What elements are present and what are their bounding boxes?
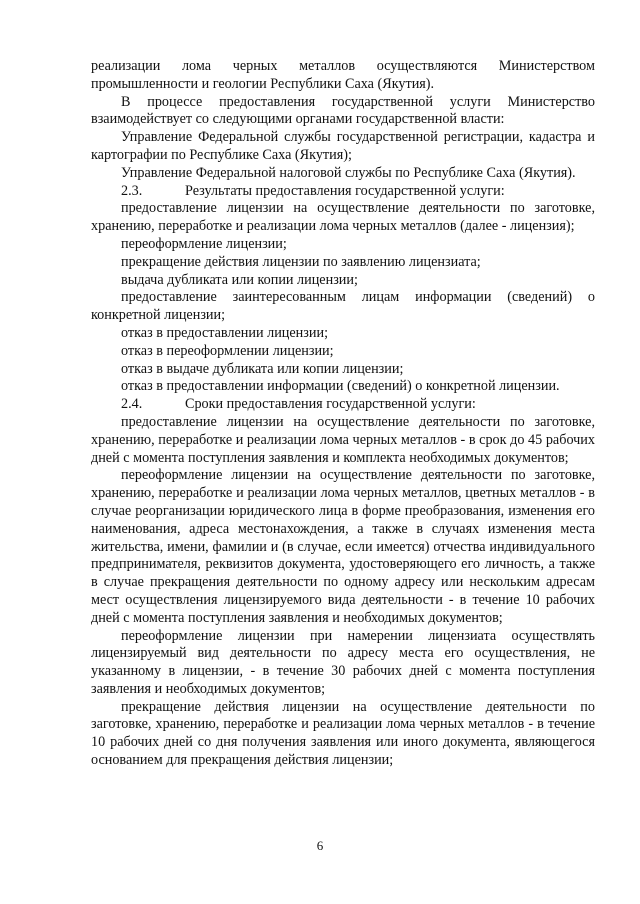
paragraph-16: предоставление лицензии на осуществление деятельности по заготовке, хранению, переработке и реализации лома черных металлов - в срок до 45 рабочих дней с момента поступления заявления и комплекта необходимых документов; [91,413,595,466]
section-number: 2.4. [121,396,143,413]
paragraph-12: отказ в переоформлении лицензии; [121,342,334,359]
section-2-3-heading [91,183,595,201]
section-2-4-heading [91,396,595,414]
paragraph-2: В процессе предоставления государственной услуги Министерство взаимодействует со следующими органами государственной власти: [91,93,595,128]
paragraph-19: прекращение действия лицензии на осуществление деятельности по заготовке, хранению, переработке и реализации лома черных металлов - в течение 10 рабочих дней со дня получения заявления или иного документа, являющегося основанием для прекращения действия лицензии; [91,698,595,769]
paragraph-1: реализации лома черных металлов осуществляются Министерством промышленности и геологии Республики Саха (Якутия). [91,58,595,92]
page-number: 6 [316,838,324,853]
paragraph-18: переоформление лицензии при намерении лицензиата осуществлять лицензируемый вид деятельности по адресу места его осуществления, не указанному в лицензии, - в течение 30 рабочих дней с момента поступления заявления и необходимых документов; [91,627,595,697]
paragraph-6: предоставление лицензии на осуществление деятельности по заготовке, хранению, переработке и реализации лома черных металлов (далее - лицензия); [91,200,595,235]
paragraph-17: переоформление лицензии на осуществление деятельности по заготовке, хранению, переработке и реализации лома черных металлов, цветных металлов - в случае реорганизации юридического лица в форме преобразования, изменения его наименования, адреса местонахождения, а также в случаях изменения места жительства, имени, фамилии и (в случае, если имеется) отчества индивидуального предпринимателя, реквизитов документа, удостоверяющего его личность, а также в случае прекращения деятельности по одному адресу или нескольким адресам мест осуществления лицензируемого вида деятельности - в течение 10 рабочих дней с момента поступления заявления и необходимых документов; [91,467,595,626]
paragraph-13: отказ в выдаче дубликата или копии лицензии; [121,360,404,377]
paragraph-14: отказ в предоставлении информации (сведений) о конкретной лицензии. [121,378,560,395]
section-number: 2.3. [121,182,143,199]
paragraph-3: Управление Федеральной службы государственной регистрации, кадастра и картографии по Республике Саха (Якутия); [91,129,595,163]
document-body [91,58,595,770]
section-title: Результаты предоставления государственной услуги: [185,182,505,199]
paragraph-7: переоформление лицензии; [121,235,287,252]
paragraph-11: отказ в предоставлении лицензии; [121,324,329,341]
paragraph-10: предоставление заинтересованным лицам информации (сведений) о конкретной лицензии; [91,289,595,324]
paragraph-9: выдача дубликата или копии лицензии; [121,271,358,288]
paragraph-4: Управление Федеральной налоговой службы по Республике Саха (Якутия). [121,164,576,181]
paragraph-8: прекращение действия лицензии по заявлению лицензиата; [121,253,481,270]
section-title: Сроки предоставления государственной услуги: [185,396,476,413]
